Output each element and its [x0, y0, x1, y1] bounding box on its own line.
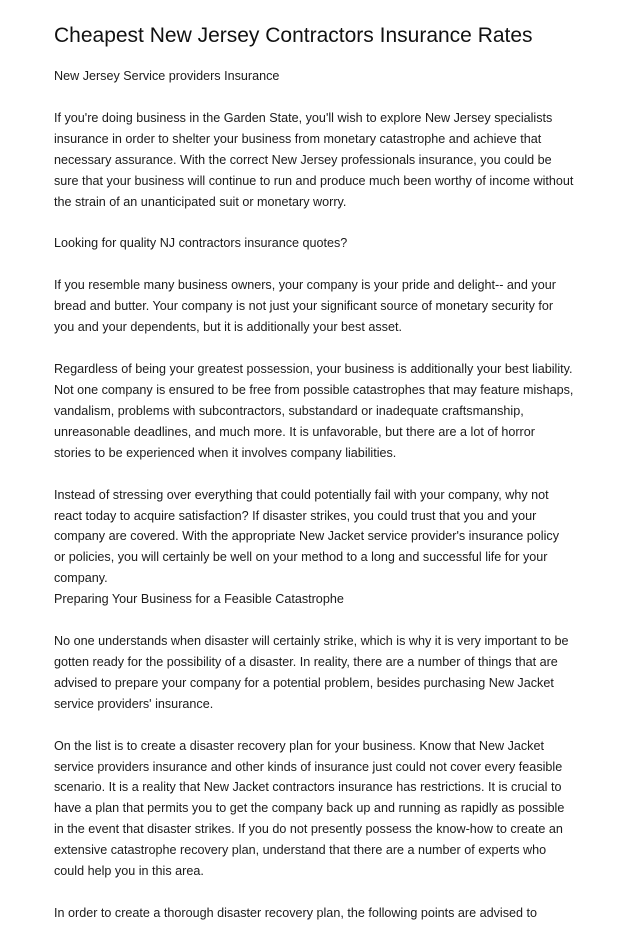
text-line: sure that your business will continue to run and produce much been worthy of income without [54, 173, 574, 188]
document-page [54, 22, 594, 945]
paragraph-question [54, 233, 594, 254]
paragraph-thorough-plan [54, 903, 594, 924]
text-line: If you're doing business in the Garden State, you'll wish to explore New Jersey specialists [54, 110, 553, 125]
text-line: company are covered. With the appropriate New Jacket service provider's insurance policy [54, 529, 559, 544]
text-line: service providers insurance and other kinds of insurance just could not cover every feasible [54, 759, 563, 774]
text-line: react today to acquire satisfaction? If disaster strikes, you could trust that you and your [54, 508, 537, 523]
text-line: vandalism, problems with subcontractors, substandard or inadequate craftsmanship, [54, 403, 524, 418]
text-line: On the list is to create a disaster recovery plan for your business. Know that New Jacket [54, 738, 544, 753]
text-line: scenario. It is a reality that New Jacket contractors insurance has restrictions. It is crucial to [54, 780, 562, 795]
document-subtitle: New Jersey Service providers Insurance [54, 69, 280, 83]
text-line: stories to be experienced when it involves company liabilities. [54, 445, 397, 460]
text-line: If you resemble many business owners, your company is your pride and delight-- and your [54, 278, 556, 293]
paragraph-satisfaction [54, 485, 594, 590]
text-line: the strain of an unanticipated suit or monetary worry. [54, 194, 347, 209]
text-line: service providers' insurance. [54, 696, 214, 711]
paragraph-business-owners [54, 275, 594, 338]
text-line: have a plan that permits you to get the company back up and running as rapidly as possible [54, 801, 565, 816]
text-line: or policies, you will certainly be well on your method to a long and successful life for your [54, 550, 548, 565]
text-line: unreasonable deadlines, and much more. It is unfavorable, but there are a lot of horror [54, 424, 535, 439]
text-line: necessary assurance. With the correct New Jersey professionals insurance, you could be [54, 152, 552, 167]
paragraph-liability [54, 359, 594, 464]
text-line: advised to prepare your company for a potential problem, besides purchasing New Jacket [54, 675, 554, 690]
document-title: Cheapest New Jersey Contractors Insurance Rates [54, 24, 533, 47]
text-line: Looking for quality NJ contractors insurance quotes? [54, 236, 348, 251]
text-line: insurance in order to shelter your business from monetary catastrophe and achieve that [54, 131, 542, 146]
text-line: you and your dependents, but it is additionally your best asset. [54, 320, 402, 335]
text-line: extensive catastrophe recovery plan, understand that there are a number of experts who [54, 843, 547, 858]
text-line: Preparing Your Business for a Feasible Catastrophe [54, 592, 344, 607]
paragraph-intro [54, 108, 594, 213]
text-line: bread and butter. Your company is not just your significant source of monetary security for [54, 299, 554, 314]
section-heading [54, 589, 594, 610]
paragraph-disaster [54, 631, 594, 715]
text-line: company. [54, 571, 108, 586]
text-line: In order to create a thorough disaster recovery plan, the following points are advised to [54, 906, 538, 920]
text-line: Regardless of being your greatest possession, your business is additionally your best liability. [54, 362, 573, 377]
text-line: Instead of stressing over everything that could potentially fail with your company, why not [54, 487, 549, 502]
text-line: Not one company is ensured to be free from possible catastrophes that may feature mishaps, [54, 382, 574, 397]
text-line: gotten ready for the possibility of a disaster. In reality, there are a number of things that are [54, 654, 558, 669]
text-line: in the event that disaster strikes. If you do not presently possess the know-how to create an [54, 822, 563, 837]
paragraph-recovery-plan [54, 736, 594, 882]
text-line: No one understands when disaster will certainly strike, which is why it is very important to be [54, 634, 569, 649]
text-line: could help you in this area. [54, 864, 204, 879]
